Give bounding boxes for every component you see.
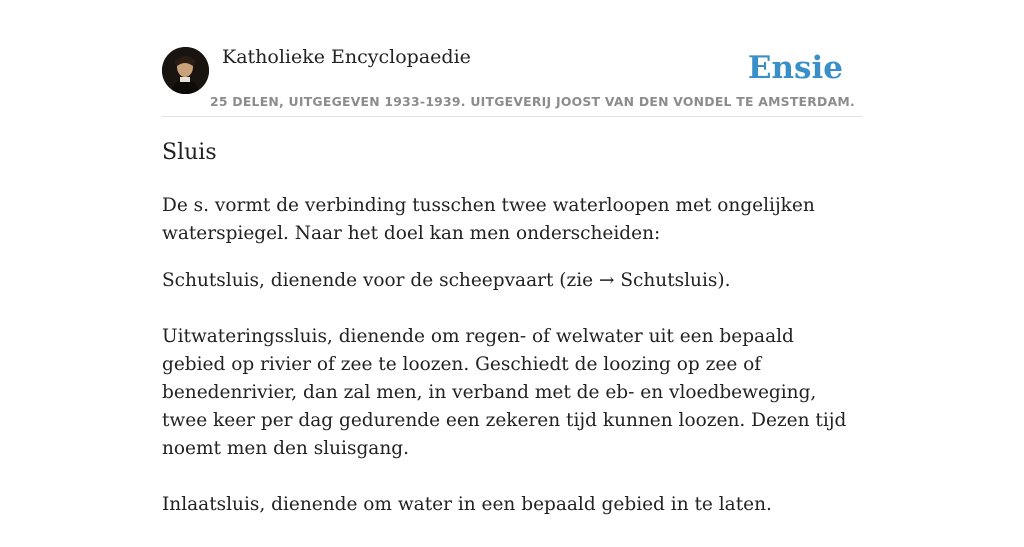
entry-item-uitwateringssluis: Uitwateringssluis, dienende om regen- of welwater uit een bepaald gebied op rivier of zee te loozen. Geschiedt de loozing op zee of benedenrivier, dan zal men, in verband met de eb- en vloedbeweging, twee keer per dag gedurende een zekeren tijd kunnen loozen. Dezen tijd noemt men den sluisgang. [162,326,847,459]
entry-item-schutsluis: Schutsluis, dienende voor de scheepvaart (zie → Schutsluis). [162,270,731,291]
entry-intro: De s. vormt de verbinding tusschen twee waterloopen met ongelijken waterspiegel. Naar het doel kan men onderscheiden: [162,195,815,244]
portrait-icon [162,47,209,94]
source-title[interactable]: Katholieke Encyclopaedie [222,46,471,68]
source-header [162,0,862,117]
ensie-logo-link[interactable]: Ensie [747,50,843,86]
page-container [162,0,862,515]
source-subtitle: 25 DELEN, UITGEGEVEN 1933-1939. UITGEVERIJ JOOST VAN DEN VONDEL TE AMSTERDAM. [210,94,855,109]
source-avatar[interactable] [162,47,209,94]
entry-item-inlaatsluis: Inlaatsluis, dienende om water in een bepaald gebied in te laten. [162,494,772,515]
entry-title: Sluis [162,140,217,165]
entry-body [162,192,862,547]
